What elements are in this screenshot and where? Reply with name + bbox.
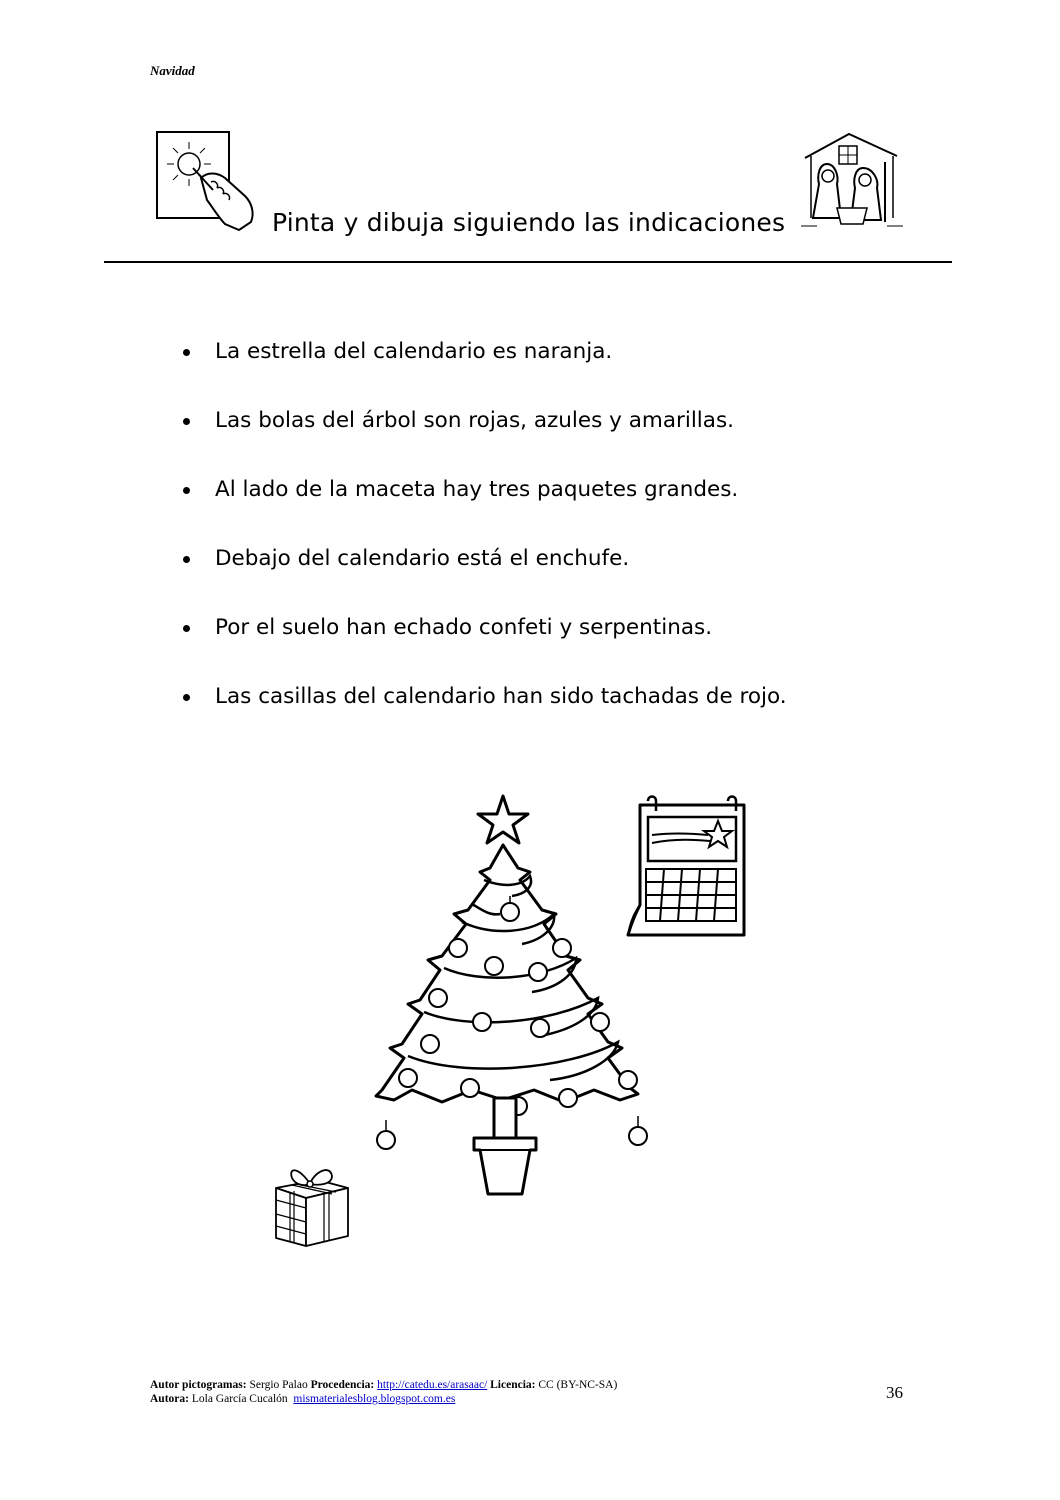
source-label: Procedencia:	[310, 1379, 375, 1391]
instruction-list	[183, 332, 787, 746]
instruction-text: Por el suelo han echado confeti y serpentinas.	[215, 615, 713, 640]
list-item	[183, 677, 787, 746]
bullet-icon	[183, 418, 190, 425]
list-item	[183, 470, 787, 539]
instruction-text: Al lado de la maceta hay tres paquetes grandes.	[215, 477, 739, 502]
instruction-text: Las casillas del calendario han sido tachadas de rojo.	[215, 684, 787, 709]
bullet-icon	[183, 556, 190, 563]
gift-box-icon	[270, 1158, 352, 1248]
list-item	[183, 539, 787, 608]
list-item	[183, 332, 787, 401]
page-number: 36	[886, 1383, 903, 1402]
author-label: Autor pictogramas:	[150, 1379, 247, 1391]
footer-credits	[150, 1378, 617, 1406]
instruction-text: La estrella del calendario es naranja.	[215, 339, 613, 364]
paint-hand-icon	[155, 128, 263, 232]
author-name: Sergio Palao	[249, 1379, 308, 1391]
nativity-scene-icon	[797, 128, 907, 232]
authoress-name: Lola García Cucalón	[191, 1393, 288, 1405]
blog-link[interactable]: mismaterialesblog.blogspot.com.es	[293, 1393, 456, 1405]
bullet-icon	[183, 487, 190, 494]
license-value: CC (BY-NC-SA)	[538, 1379, 618, 1391]
list-item	[183, 401, 787, 470]
bullet-icon	[183, 625, 190, 632]
calendar-icon	[618, 795, 750, 940]
footer-line-2	[150, 1392, 617, 1406]
instruction-text: Debajo del calendario está el enchufe.	[215, 546, 630, 571]
license-label: Licencia:	[490, 1379, 536, 1391]
bullet-icon	[183, 349, 190, 356]
list-item	[183, 608, 787, 677]
source-link[interactable]: http://catedu.es/arasaac/	[377, 1379, 488, 1391]
instruction-text: Las bolas del árbol son rojas, azules y amarillas.	[215, 408, 734, 433]
title-divider	[104, 261, 952, 263]
header-label: Navidad	[150, 63, 195, 78]
page-title: Pinta y dibuja siguiendo las indicaciones	[272, 208, 786, 237]
bullet-icon	[183, 694, 190, 701]
authoress-label: Autora:	[150, 1393, 189, 1405]
footer-line-1	[150, 1378, 617, 1392]
